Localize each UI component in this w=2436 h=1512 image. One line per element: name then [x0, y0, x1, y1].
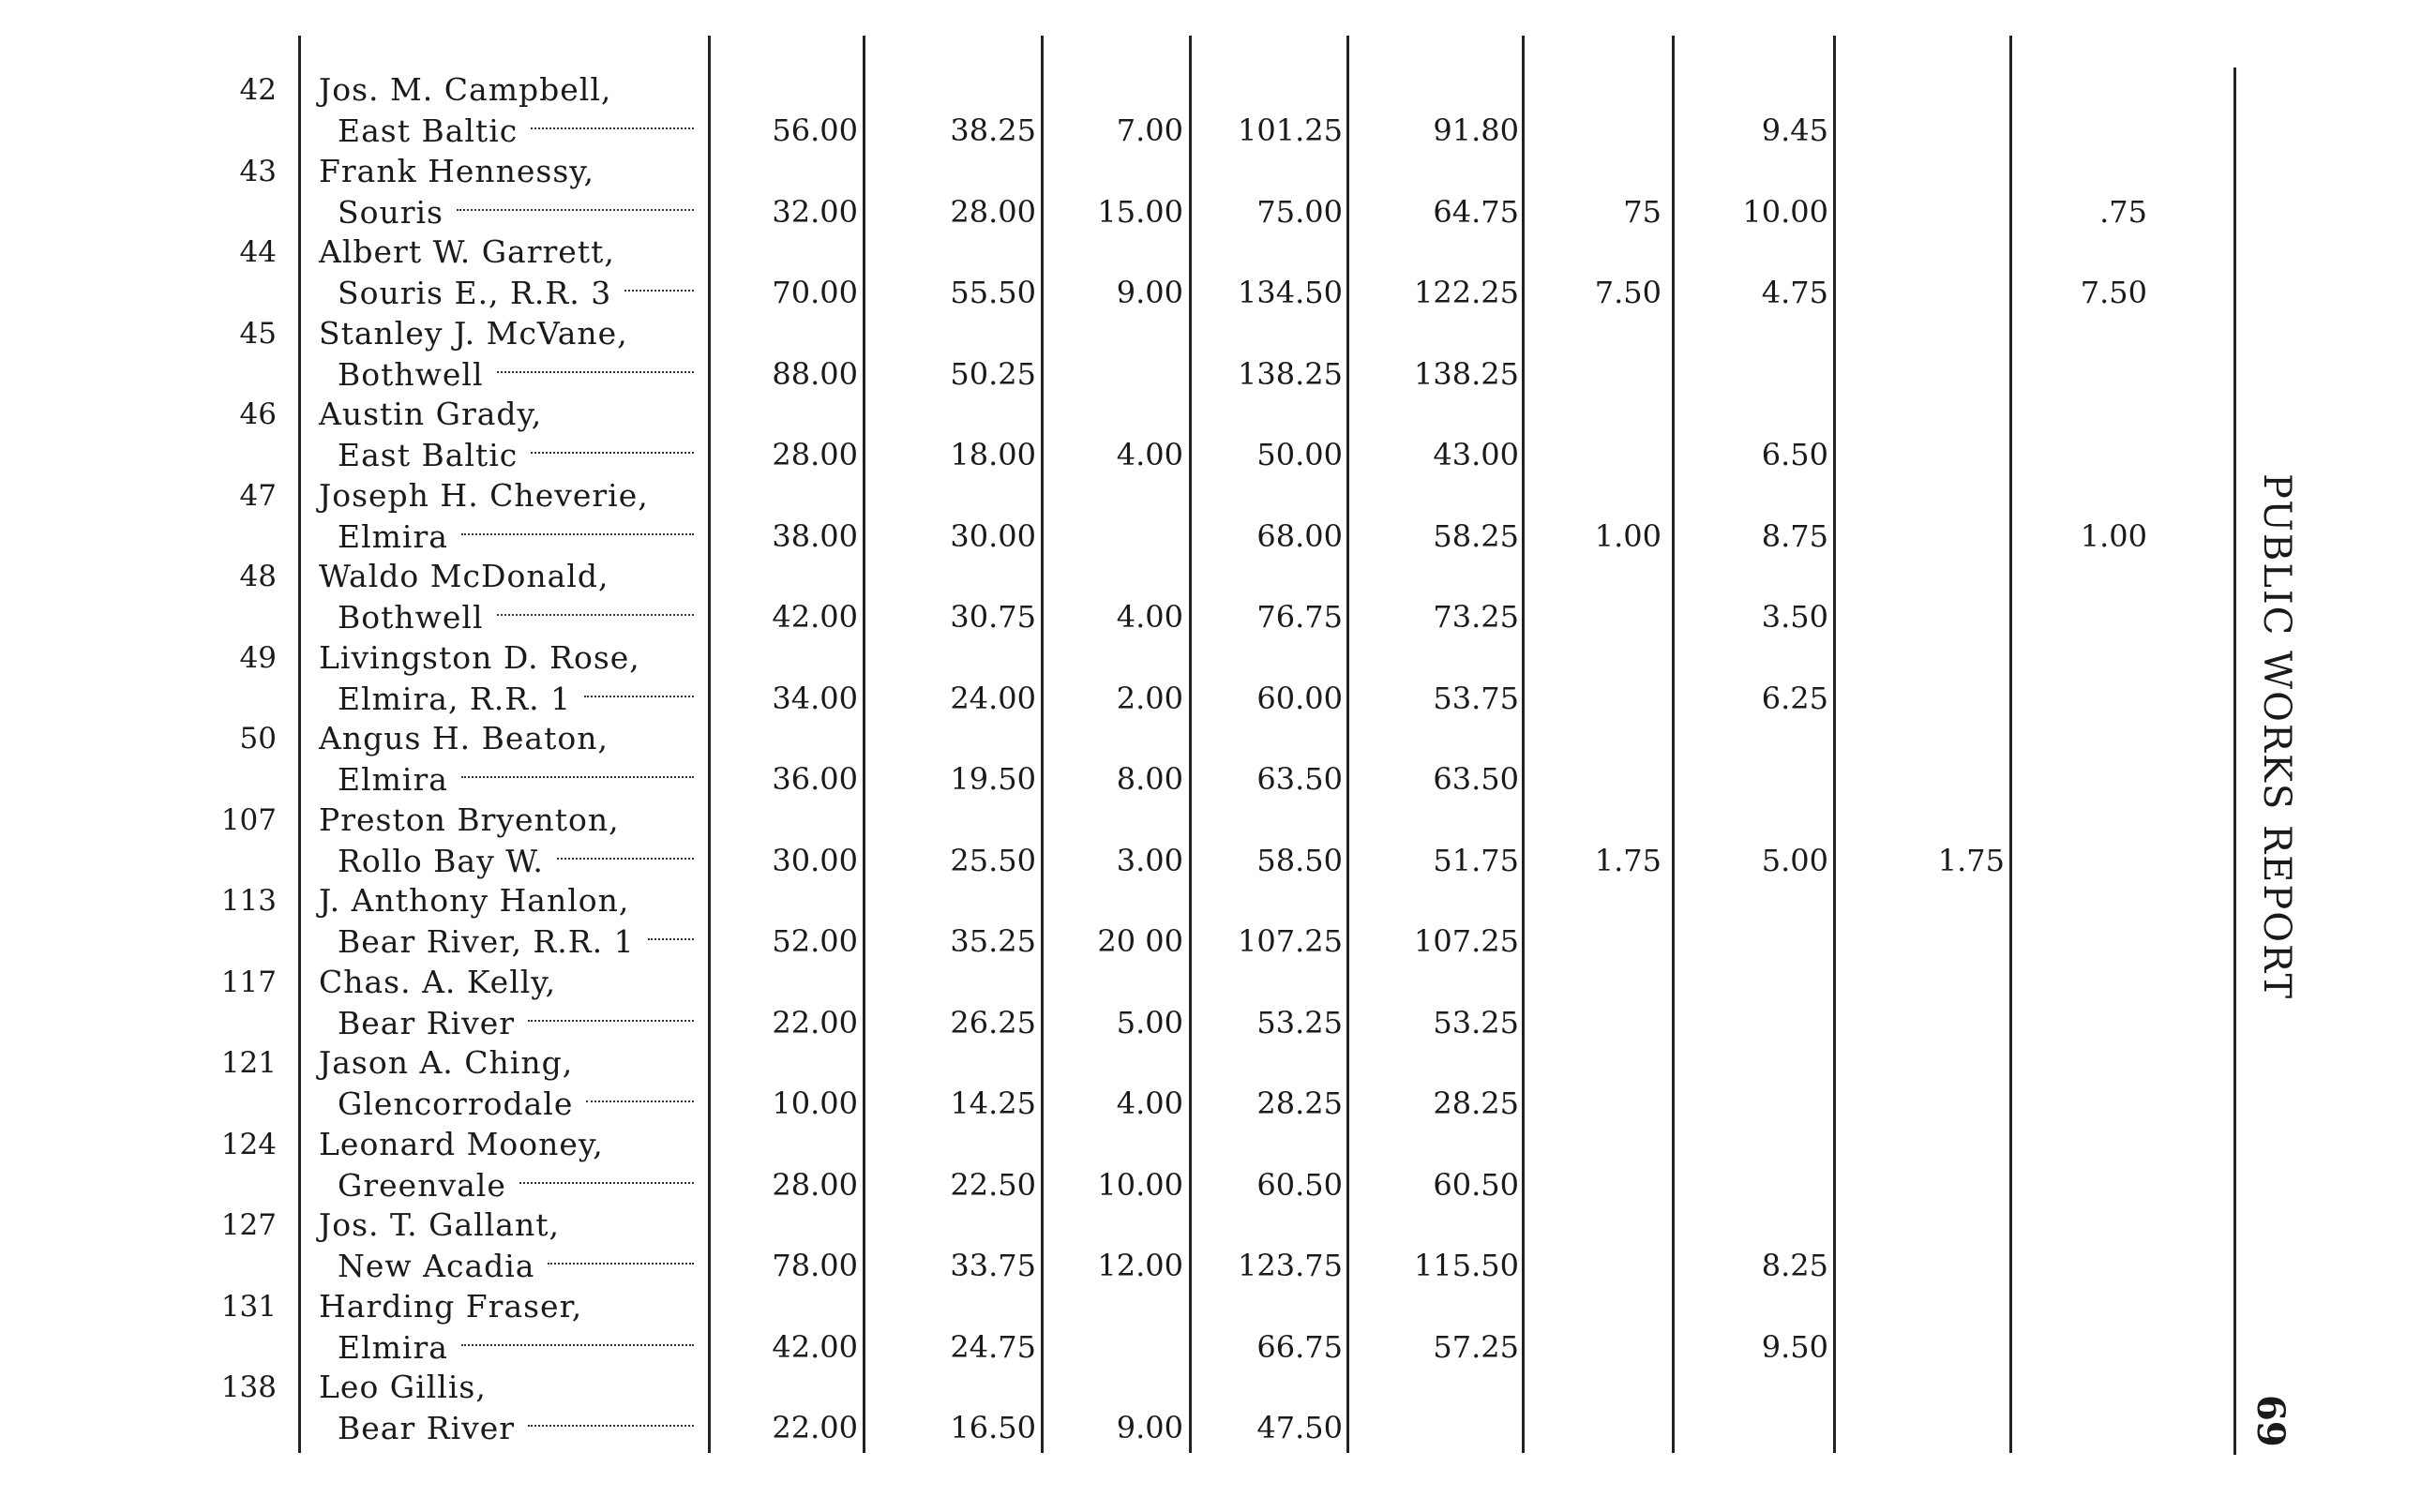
amount-c7: 6.50 [1761, 437, 1828, 472]
contractor-location: Bear River [338, 1410, 516, 1446]
amount-c5: 91.80 [1433, 112, 1519, 148]
amount-c2: 19.50 [950, 761, 1036, 797]
contractor-name: J. Anthony Hanlon, [319, 882, 630, 919]
amount-c4: 123.75 [1238, 1248, 1343, 1283]
amount-c3: 3.00 [1116, 842, 1183, 878]
contractor-name: Waldo McDonald, [319, 558, 609, 594]
leader-dots [497, 369, 694, 373]
leader-dots [519, 1180, 694, 1184]
amount-c6: 7.50 [1594, 275, 1662, 310]
row-number: 43 [239, 154, 277, 188]
table-row [0, 311, 2213, 392]
leader-dots [497, 612, 694, 616]
amount-c1: 42.00 [772, 599, 858, 635]
row-number: 42 [239, 73, 277, 107]
amount-c1: 36.00 [772, 761, 858, 797]
contractor-name: Frank Hennessy, [319, 152, 595, 189]
leader-dots [548, 1261, 694, 1265]
amount-c7: 8.75 [1761, 517, 1828, 554]
contractor-location: Rollo Bay W. [338, 842, 544, 879]
row-number: 121 [220, 1046, 277, 1080]
amount-c3: 7.00 [1116, 112, 1183, 148]
amount-c1: 28.00 [772, 437, 858, 472]
table-row [0, 1122, 2213, 1203]
leader-dots [461, 774, 694, 778]
leader-dots [531, 450, 694, 454]
table-row [0, 1203, 2213, 1283]
contractor-name: Jason A. Ching, [319, 1044, 574, 1081]
amount-c3: 5.00 [1116, 1004, 1183, 1040]
contractor-location: Bothwell [338, 599, 484, 636]
contractor-location: Bothwell [338, 355, 484, 393]
amount-c2: 22.50 [950, 1166, 1036, 1203]
amount-c2: 24.75 [950, 1328, 1036, 1365]
amount-c3: 10.00 [1097, 1166, 1183, 1203]
amount-c3: 2.00 [1116, 680, 1183, 716]
amount-c1: 56.00 [772, 112, 858, 148]
amount-c2: 18.00 [950, 437, 1036, 472]
contractor-location: Elmira [338, 761, 448, 798]
amount-c1: 34.00 [772, 680, 858, 716]
amount-c3: 4.00 [1116, 437, 1183, 472]
amount-c9: .75 [2099, 193, 2147, 230]
amount-c1: 78.00 [772, 1248, 858, 1283]
amount-c4: 76.75 [1256, 599, 1343, 635]
amount-c7: 5.00 [1761, 842, 1828, 878]
contractor-location: Greenvale [338, 1166, 506, 1204]
contractor-name: Livingston D. Rose, [319, 638, 640, 676]
contractor-name: Jos. M. Campbell, [319, 71, 612, 108]
contractor-location: Souris E., R.R. 3 [338, 275, 612, 311]
amount-c9: 7.50 [2080, 275, 2147, 310]
amount-c5: 57.25 [1433, 1328, 1519, 1365]
side-rule [2233, 67, 2236, 1455]
amount-c6: 75 [1623, 193, 1662, 230]
amount-c4: 60.00 [1256, 680, 1343, 716]
amount-c1: 28.00 [772, 1166, 858, 1203]
contractor-name: Austin Grady, [319, 396, 543, 432]
amount-c2: 16.50 [950, 1410, 1036, 1445]
amount-c4: 75.00 [1256, 193, 1343, 230]
table-row [0, 1284, 2213, 1365]
amount-c5: 63.50 [1433, 761, 1519, 797]
table-row [0, 878, 2213, 959]
contractor-location: Souris [338, 193, 444, 231]
amount-c5: 73.25 [1433, 599, 1519, 635]
amount-c1: 52.00 [772, 923, 858, 959]
amount-c5: 43.00 [1433, 437, 1519, 472]
amount-c3: 4.00 [1116, 599, 1183, 635]
row-number: 131 [220, 1289, 277, 1324]
contractor-location: Bear River [338, 1004, 516, 1041]
leader-dots [584, 694, 694, 697]
row-number: 44 [239, 235, 277, 269]
contractor-location: Glencorrodale [338, 1085, 574, 1122]
row-number: 117 [220, 965, 277, 999]
amount-c7: 8.25 [1761, 1248, 1828, 1283]
amount-c1: 10.00 [772, 1085, 858, 1121]
contractor-location: New Acadia [338, 1248, 535, 1284]
contractor-name: Angus H. Beaton, [319, 720, 609, 756]
row-number: 45 [239, 316, 277, 351]
contractor-name: Leonard Mooney, [319, 1125, 604, 1162]
table-row [0, 67, 2213, 148]
table-row [0, 230, 2213, 310]
leader-dots [457, 207, 694, 211]
amount-c2: 33.75 [950, 1248, 1036, 1283]
amount-c2: 50.25 [950, 355, 1036, 392]
contractor-name: Jos. T. Gallant, [319, 1206, 560, 1243]
amount-c1: 70.00 [772, 275, 858, 310]
amount-c8: 1.75 [1937, 842, 2005, 878]
table-row [0, 798, 2213, 878]
amount-c7: 6.25 [1761, 680, 1828, 716]
amount-c5: 122.25 [1414, 275, 1519, 310]
amount-c7: 3.50 [1761, 599, 1828, 635]
amount-c4: 66.75 [1256, 1328, 1343, 1365]
amount-c2: 30.00 [950, 517, 1036, 554]
row-number: 138 [220, 1370, 277, 1404]
amount-c5: 107.25 [1414, 923, 1519, 959]
amount-c1: 88.00 [772, 355, 858, 392]
amount-c7: 10.00 [1742, 193, 1828, 230]
contractor-location: Bear River, R.R. 1 [338, 923, 635, 960]
amount-c5: 115.50 [1414, 1248, 1519, 1283]
amount-c5: 28.25 [1433, 1085, 1519, 1121]
leader-dots [528, 1423, 694, 1427]
amount-c5: 53.25 [1433, 1004, 1519, 1040]
table-row [0, 473, 2213, 554]
amount-c4: 101.25 [1238, 112, 1343, 148]
contractor-location: Elmira, R.R. 1 [338, 680, 572, 717]
table-row [0, 149, 2213, 230]
table-row [0, 636, 2213, 716]
contractor-name: Chas. A. Kelly, [319, 963, 557, 1000]
amount-c4: 47.50 [1256, 1410, 1343, 1445]
row-number: 47 [239, 478, 277, 513]
contractor-name: Albert W. Garrett, [319, 233, 615, 270]
amount-c2: 38.25 [950, 112, 1036, 148]
amount-c7: 4.75 [1761, 275, 1828, 310]
amount-c2: 26.25 [950, 1004, 1036, 1040]
contractor-name: Stanley J. McVane, [319, 314, 628, 352]
amount-c3: 12.00 [1097, 1248, 1183, 1283]
amount-c1: 22.00 [772, 1004, 858, 1040]
leader-dots [648, 936, 694, 940]
table-row [0, 1040, 2213, 1121]
amount-c4: 53.25 [1256, 1004, 1343, 1040]
amount-c2: 28.00 [950, 193, 1036, 230]
amount-c6: 1.00 [1594, 517, 1662, 554]
contractor-location: East Baltic [338, 437, 519, 473]
amount-c4: 50.00 [1256, 437, 1343, 472]
amount-c2: 30.75 [950, 599, 1036, 635]
contractor-name: Leo Gillis, [319, 1369, 487, 1405]
amount-c2: 24.00 [950, 680, 1036, 716]
amount-c5: 53.75 [1433, 680, 1519, 716]
row-number: 48 [239, 560, 277, 593]
amount-c2: 55.50 [950, 275, 1036, 310]
page-number: 69 [2248, 1395, 2293, 1447]
row-number: 107 [220, 802, 277, 837]
amount-c5: 58.25 [1433, 517, 1519, 554]
amount-c2: 25.50 [950, 842, 1036, 878]
leader-dots [461, 1342, 694, 1346]
amount-c2: 14.25 [950, 1085, 1036, 1121]
amount-c2: 35.25 [950, 923, 1036, 959]
row-number: 49 [239, 640, 277, 675]
amount-c6: 1.75 [1594, 842, 1662, 878]
table-row [0, 1365, 2213, 1445]
amount-c4: 107.25 [1238, 923, 1343, 959]
amount-c3: 9.00 [1116, 1410, 1183, 1445]
amount-c4: 68.00 [1256, 517, 1343, 554]
amount-c1: 42.00 [772, 1328, 858, 1365]
amount-c4: 58.50 [1256, 842, 1343, 878]
amount-c5: 138.25 [1414, 355, 1519, 392]
amount-c9: 1.00 [2080, 517, 2147, 554]
amount-c1: 22.00 [772, 1410, 858, 1445]
leader-dots [586, 1099, 694, 1102]
amount-c4: 134.50 [1238, 275, 1343, 310]
row-number: 50 [239, 722, 277, 756]
contractor-location: East Baltic [338, 112, 519, 149]
report-title: PUBLIC WORKS REPORT [2255, 473, 2298, 1001]
contractor-location: Elmira [338, 517, 448, 555]
amount-c4: 138.25 [1238, 355, 1343, 392]
amount-c5: 60.50 [1433, 1166, 1519, 1203]
amount-c3: 15.00 [1097, 193, 1183, 230]
amount-c1: 32.00 [772, 193, 858, 230]
leader-dots [461, 531, 694, 535]
table-row [0, 554, 2213, 635]
table-row [0, 716, 2213, 797]
row-number: 46 [239, 397, 277, 431]
amount-c7: 9.45 [1761, 112, 1828, 148]
leader-dots [624, 288, 694, 292]
amount-c3: 8.00 [1116, 761, 1183, 797]
leader-dots [528, 1018, 694, 1022]
amount-c5: 64.75 [1433, 193, 1519, 230]
row-number: 113 [220, 884, 277, 918]
amount-c3: 20 00 [1097, 923, 1183, 959]
amount-c5: 51.75 [1433, 842, 1519, 878]
amount-c4: 63.50 [1256, 761, 1343, 797]
row-number: 127 [220, 1208, 277, 1242]
amount-c7: 9.50 [1761, 1328, 1828, 1365]
leader-dots [531, 126, 694, 129]
leader-dots [557, 856, 694, 860]
contractor-name: Harding Fraser, [319, 1287, 583, 1325]
table-row [0, 960, 2213, 1040]
amount-c4: 60.50 [1256, 1166, 1343, 1203]
amount-c4: 28.25 [1256, 1085, 1343, 1121]
contractor-location: Elmira [338, 1328, 448, 1366]
contractor-name: Joseph H. Cheverie, [319, 476, 649, 514]
contractor-name: Preston Bryenton, [319, 801, 620, 838]
table-row [0, 392, 2213, 472]
row-number: 124 [220, 1127, 277, 1161]
amount-c1: 38.00 [772, 517, 858, 554]
amount-c3: 9.00 [1116, 275, 1183, 310]
amount-c1: 30.00 [772, 842, 858, 878]
amount-c3: 4.00 [1116, 1085, 1183, 1121]
